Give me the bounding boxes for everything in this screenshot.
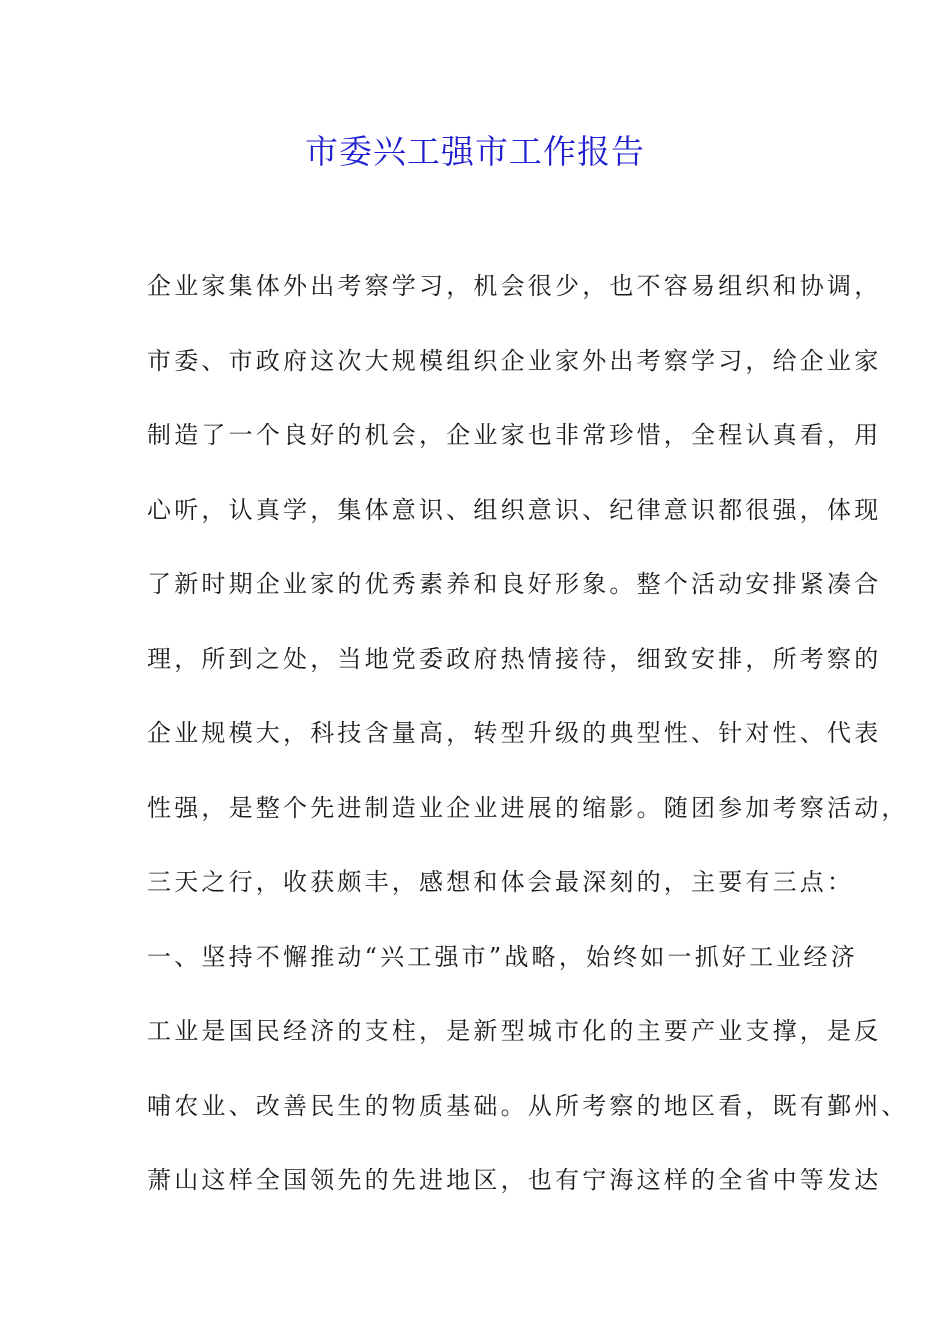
paragraph-line: 哺农业、改善民生的物质基础。从所考察的地区看，既有鄞州、 — [147, 1091, 909, 1120]
paragraph-line: 三天之行，收获颇丰，感想和体会最深刻的，主要有三点： — [147, 868, 855, 896]
paragraph-line: 制造了一个良好的机会，企业家也非常珍惜，全程认真看，用 — [147, 421, 882, 449]
paragraph-line: 萧山这样全国领先的先进地区，也有宁海这样的全省中等发达 — [147, 1166, 882, 1194]
paragraph-line: 企业规模大，科技含量高，转型升级的典型性、针对性、代表 — [147, 719, 882, 747]
paragraph-line: 了新时期企业家的优秀素养和良好形象。整个活动安排紧凑合 — [147, 570, 882, 598]
paragraph-line: 企业家集体外出考察学习，机会很少，也不容易组织和协调， — [147, 272, 882, 300]
document-title: 市委兴工强市工作报告 — [305, 132, 645, 171]
section-heading-line: 一、坚持不懈推动“兴工强市”战略，始终如一抓好工业经济 — [147, 942, 858, 971]
document-body — [147, 262, 909, 1231]
paragraph-line: 市委、市政府这次大规模组织企业家外出考察学习，给企业家 — [147, 346, 882, 375]
paragraph-line: 心听，认真学，集体意识、组织意识、纪律意识都很强，体现 — [147, 495, 882, 524]
paragraph-line: 理，所到之处，当地党委政府热情接待，细致安排，所考察的 — [147, 644, 882, 673]
paragraph-line: 工业是国民经济的支柱，是新型城市化的主要产业支撑，是反 — [147, 1017, 882, 1045]
paragraph-line: 性强，是整个先进制造业企业进展的缩影。随团参加考察活动， — [147, 793, 909, 822]
